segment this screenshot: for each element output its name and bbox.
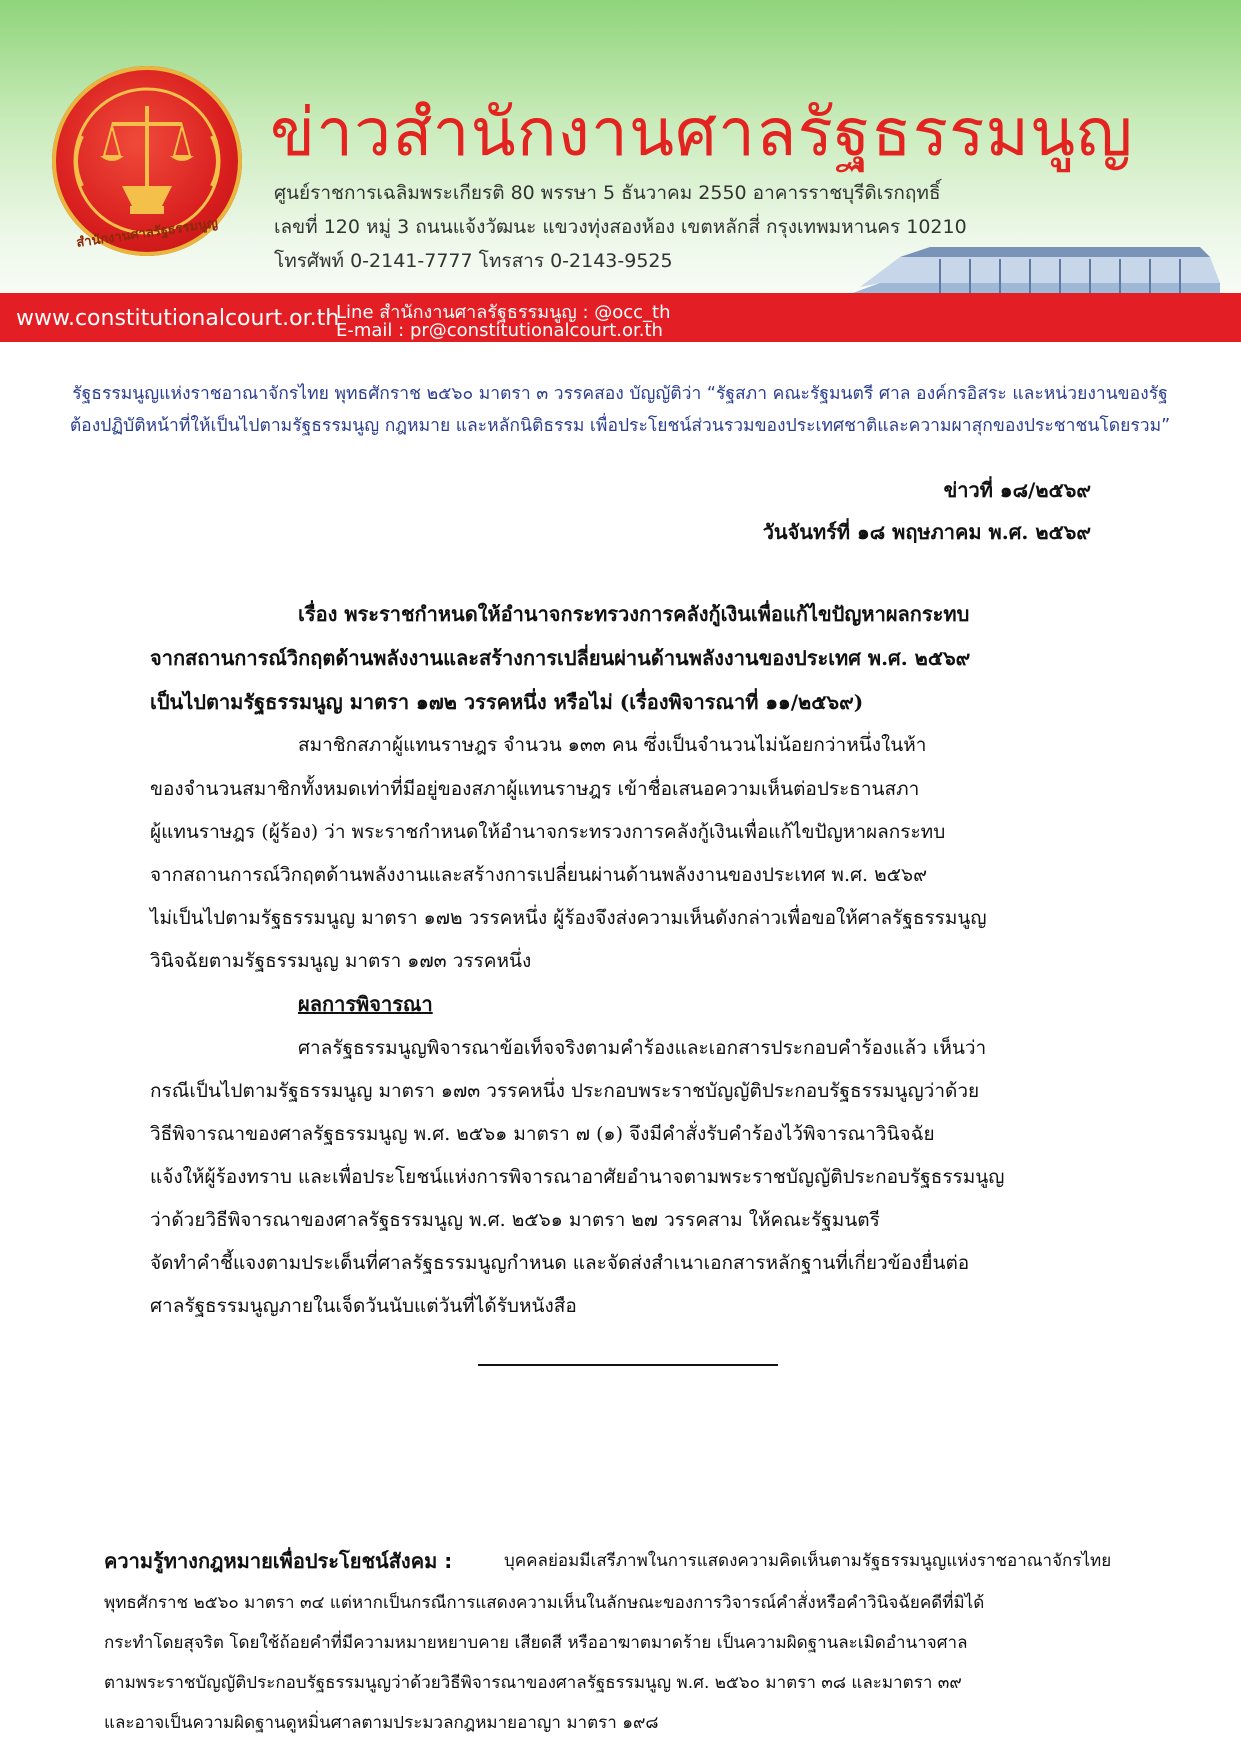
paragraph-line: วิธีพิจารณาของศาลรัฐธรรมนูญ พ.ศ. ๒๕๖๑ มาตรา ๗ (๑) จึงมีคำสั่งรับคำร้องไว้พิจารณาวินิจฉัย <box>150 1123 935 1145</box>
paragraph-line: วินิจฉัยตามรัฐธรรมนูญ มาตรา ๑๗๓ วรรคหนึ่ง <box>150 950 532 972</box>
footer-line: ตามพระราชบัญญัติประกอบรัฐธรรมนูญว่าด้วยวิธีพิจารณาของศาลรัฐธรรมนูญ พ.ศ. ๒๕๖๐ มาตรา ๓๘ และมาตรา ๓๙ <box>104 1673 962 1693</box>
seal-caption: สำนักงานศาลรัฐธรรมนูญ <box>75 216 219 251</box>
paragraph-line: ศาลรัฐธรรมนูญภายในเจ็ดวันนับแต่วันที่ได้รับหนังสือ <box>150 1295 577 1317</box>
news-number: ข่าวที่ ๑๘/๒๕๖๙ <box>943 478 1091 502</box>
subject-line: เรื่อง พระราชกำหนดให้อำนาจกระทรวงการคลังกู้เงินเพื่อแก้ไขปัญหาผลกระทบ <box>298 602 970 626</box>
line-contact: Line สำนักงานศาลรัฐธรรมนูญ : @occ_th <box>336 302 671 323</box>
news-date: วันจันทร์ที่ ๑๘ พฤษภาคม พ.ศ. ๒๕๖๙ <box>762 520 1091 544</box>
footer-line: กระทำโดยสุจริต โดยใช้ถ้อยคำที่มีความหมายหยาบคาย เสียดสี หรืออาฆาตมาดร้าย เป็นความผิดฐานละเมิดอำนาจศาล <box>104 1633 968 1653</box>
letterhead <box>0 0 1241 342</box>
paragraph-line: ไม่เป็นไปตามรัฐธรรมนูญ มาตรา ๑๗๒ วรรคหนึ่ง ผู้ร้องจึงส่งความเห็นดังกล่าวเพื่อขอให้ศาลรัฐธรรมนูญ <box>150 907 987 929</box>
footer-line: และอาจเป็นความผิดฐานดูหมิ่นศาลตามประมวลกฎหมายอาญา มาตรา ๑๙๘ <box>104 1713 659 1733</box>
paragraph-line: กรณีเป็นไปตามรัฐธรรมนูญ มาตรา ๑๗๓ วรรคหนึ่ง ประกอบพระราชบัญญัติประกอบรัฐธรรมนูญว่าด้วย <box>150 1080 980 1102</box>
footer-line: บุคคลย่อมมีเสรีภาพในการแสดงความคิดเห็นตามรัฐธรรมนูญแห่งราชอาณาจักรไทย <box>504 1551 1112 1571</box>
subject-line: เป็นไปตามรัฐธรรมนูญ มาตรา ๑๗๒ วรรคหนึ่ง หรือไม่ (เรื่องพิจารณาที่ ๑๑/๒๕๖๙) <box>150 690 864 714</box>
paragraph-line: จากสถานการณ์วิกฤตด้านพลังงานและสร้างการเปลี่ยนผ่านด้านพลังงานของประเทศ พ.ศ. ๒๕๖๙ <box>150 864 928 886</box>
address-line: เลขที่ 120 หมู่ 3 ถนนแจ้งวัฒนะ แขวงทุ่งสองห้อง เขตหลักสี่ กรุงเทพมหานคร 10210 <box>274 216 967 238</box>
footer-line: พุทธศักราช ๒๕๖๐ มาตรา ๓๔ แต่หากเป็นกรณีการแสดงความเห็นในลักษณะของการวิจารณ์คำสั่งหรือคำวินิจฉัยคดีที่มิได้ <box>104 1593 985 1613</box>
paragraph-line: ผู้แทนราษฎร (ผู้ร้อง) ว่า พระราชกำหนดให้อำนาจกระทรวงการคลังกู้เงินเพื่อแก้ไขปัญหาผลกระทบ <box>150 821 946 843</box>
email-contact[interactable]: E-mail : pr@constitutionalcourt.or.th <box>336 320 663 341</box>
paragraph-line: แจ้งให้ผู้ร้องทราบ และเพื่อประโยชน์แห่งการพิจารณาอาศัยอำนาจตามพระราชบัญญัติประกอบรัฐธรรมนูญ <box>150 1166 1005 1188</box>
address-line: ศูนย์ราชการเฉลิมพระเกียรติ 80 พรรษา 5 ธันวาคม 2550 อาคารราชบุรีดิเรกฤทธิ์ <box>274 182 941 204</box>
paragraph-line: จัดทำคำชี้แจงตามประเด็นที่ศาลรัฐธรรมนูญกำหนด และจัดส่งสำเนาเอกสารหลักฐานที่เกี่ยวข้องยื่นต่อ <box>150 1252 970 1274</box>
website-link[interactable]: www.constitutionalcourt.or.th <box>16 306 340 331</box>
constitution-quote <box>60 378 1180 442</box>
subject-line: จากสถานการณ์วิกฤตด้านพลังงานและสร้างการเปลี่ยนผ่านด้านพลังงานของประเทศ พ.ศ. ๒๕๖๙ <box>150 646 971 670</box>
paragraph-line: ของจำนวนสมาชิกทั้งหมดเท่าที่มีอยู่ของสภาผู้แทนราษฎร เข้าชื่อเสนอความเห็นต่อประธานสภา <box>150 778 920 800</box>
phone-fax-line: โทรศัพท์ 0-2141-7777 โทรสาร 0-2143-9525 <box>274 250 673 272</box>
paragraph-line: สมาชิกสภาผู้แทนราษฎร จำนวน ๑๓๓ คน ซึ่งเป็นจำนวนไม่น้อยกว่าหนึ่งในห้า <box>298 734 927 756</box>
legal-knowledge-label: ความรู้ทางกฎหมายเพื่อประโยชน์สังคม : <box>104 1549 453 1573</box>
quote-line: รัฐธรรมนูญแห่งราชอาณาจักรไทย พุทธศักราช ๒๕๖๐ มาตรา ๓ วรรคสอง บัญญัติว่า “รัฐสภา คณะรัฐมนตรี ศาล องค์กรอิสระ และหน่วยงานของรัฐ <box>72 384 1168 404</box>
paragraph-line: ศาลรัฐธรรมนูญพิจารณาข้อเท็จจริงตามคำร้องและเอกสารประกอบคำร้องแล้ว เห็นว่า <box>298 1037 987 1059</box>
end-divider <box>478 1364 778 1366</box>
office-title: ข่าวสำนักงานศาลรัฐธรรมนูญ <box>270 94 1134 171</box>
quote-line: ต้องปฏิบัติหน้าที่ให้เป็นไปตามรัฐธรรมนูญ กฎหมาย และหลักนิติธรรม เพื่อประโยชน์ส่วนรวมของประเทศชาติและความผาสุกของประชาชนโดยรวม” <box>69 416 1171 436</box>
paragraph-line: ว่าด้วยวิธีพิจารณาของศาลรัฐธรรมนูญ พ.ศ. ๒๕๖๑ มาตรา ๒๗ วรรคสาม ให้คณะรัฐมนตรี <box>150 1209 880 1231</box>
result-heading: ผลการพิจารณา <box>298 992 433 1016</box>
